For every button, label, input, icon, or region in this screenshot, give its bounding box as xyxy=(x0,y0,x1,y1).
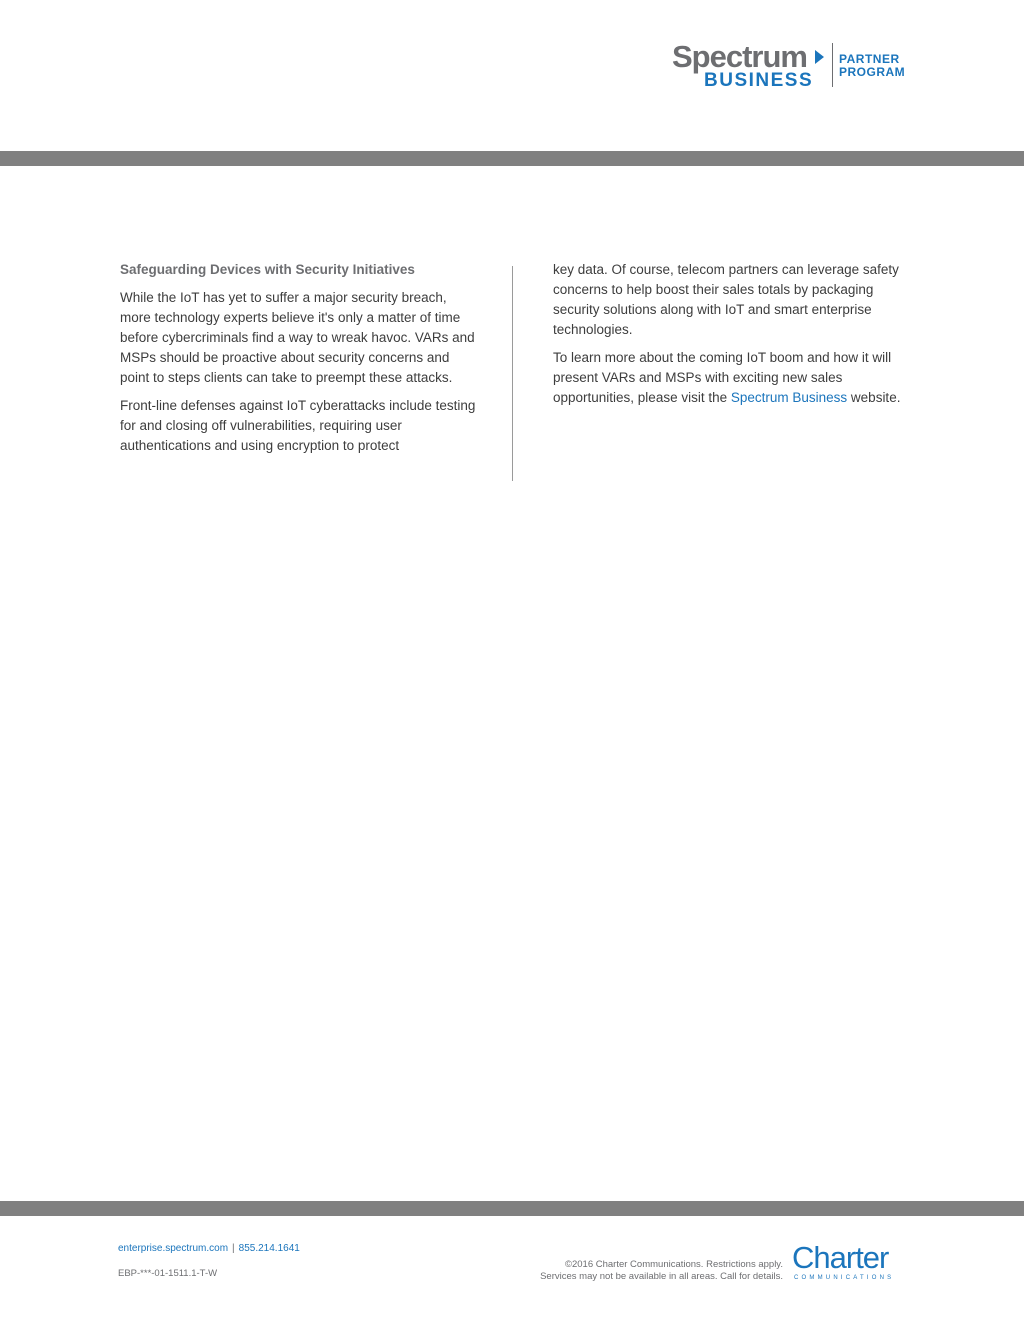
legal-notice xyxy=(470,1259,783,1283)
section-heading: Safeguarding Devices with Security Initiatives xyxy=(120,262,415,277)
logo-business-word: BUSINESS xyxy=(704,70,814,91)
spectrum-business-partner-logo xyxy=(672,40,912,92)
right-column xyxy=(553,260,903,416)
left-column xyxy=(120,260,480,464)
logo-partner-line: PARTNER xyxy=(839,52,900,66)
footer-band xyxy=(0,1201,1024,1216)
paragraph: Front-line defenses against IoT cyberattacks include testing for and closing off vulnerabilities, requiring user authentications and using encryption to protect xyxy=(120,398,476,453)
paragraph-text: website. xyxy=(847,390,901,405)
website-link[interactable]: enterprise.spectrum.com xyxy=(118,1243,229,1254)
logo-program-line: PROGRAM xyxy=(839,65,906,79)
logo-partner-program xyxy=(839,53,905,79)
header-band xyxy=(0,151,1024,166)
paragraph-text: To learn more about the coming IoT boom and how it will present VARs and MSPs with exciting new sales opportunities, please visit the xyxy=(553,350,892,405)
charter-logo-tagline: COMMUNICATIONS xyxy=(794,1275,895,1281)
phone-link[interactable]: 855.214.1641 xyxy=(238,1243,300,1254)
footer-contact xyxy=(118,1243,300,1255)
charter-logo-word: Charter xyxy=(792,1240,889,1275)
legal-line: Services may not be available in all areas. Call for details. xyxy=(540,1271,783,1282)
legal-line: ©2016 Charter Communications. Restrictions apply. xyxy=(564,1259,783,1270)
logo-spectrum-word: Spectrum xyxy=(672,39,807,74)
spectrum-business-link[interactable]: Spectrum Business xyxy=(730,390,848,405)
paragraph: While the IoT has yet to suffer a major security breach, more technology experts believe it's only a matter of time before cybercriminals find a way to wreak havoc. VARs and MSPs should be proactive about security concerns and point to steps clients can take to preempt these attacks. xyxy=(120,290,475,385)
column-divider xyxy=(512,266,513,481)
play-arrow-icon xyxy=(815,50,824,64)
charter-communications-logo xyxy=(792,1242,908,1284)
paragraph: key data. Of course, telecom partners can leverage safety concerns to help boost their sales totals by packaging security solutions along with IoT and smart enterprise technologies. xyxy=(553,262,899,337)
logo-divider xyxy=(832,43,833,87)
footer-separator: | xyxy=(232,1243,235,1254)
document-code: EBP-***-01-1511.1-T-W xyxy=(118,1268,218,1279)
paragraph-with-link xyxy=(553,348,903,408)
